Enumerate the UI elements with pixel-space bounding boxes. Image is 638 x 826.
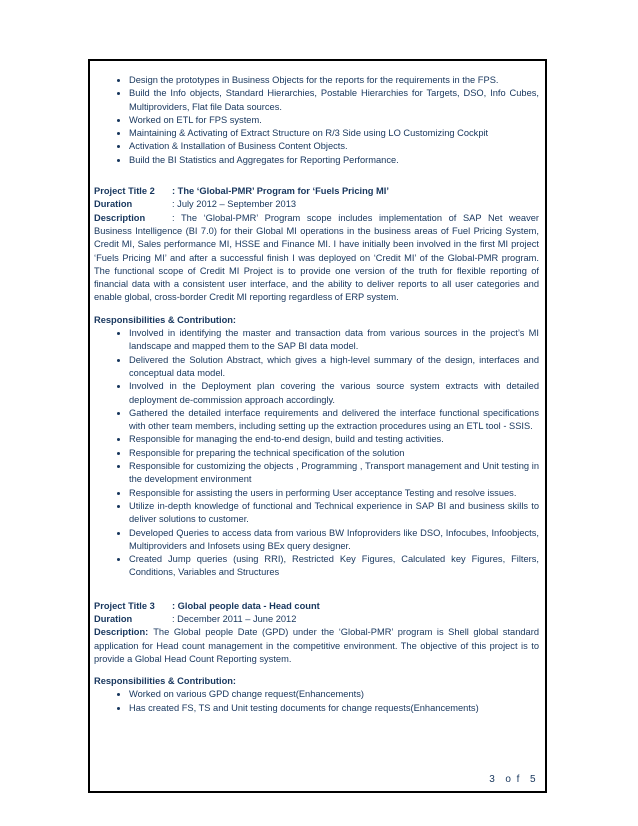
bullet-item: • Worked on various GPD change request(Enhancements) [129,688,539,701]
bullet-item: • Utilize in-depth knowledge of functional and Technical experience in SAP BI and business skills to deliver solutions to customer. [129,500,539,527]
project3-responsibilities-header: Responsibilities & Contribution: [94,676,237,687]
bullet-item: • Responsible for preparing the technical specification of the solution [129,447,539,460]
project3-description-label: Description: [94,627,149,638]
bullet-item: • Involved in identifying the master and transaction data from various sources in the project’s MI landscape and mapped them to the SAP BI data model. [129,327,539,354]
project2-description [94,212,539,305]
page-number-of: o f [505,774,521,785]
page-number [480,774,537,786]
project2-responsibilities-header: Responsibilities & Contribution: [94,314,237,325]
intro-bullet-list [94,74,539,167]
page-number-total: 5 [529,774,537,785]
bullet-item: • Responsible for assisting the users in performing User acceptance Testing and resolve issues. [129,487,539,500]
bullet-item: • Has created FS, TS and Unit testing documents for change requests(Enhancements) [129,702,539,715]
bullet-item: • Delivered the Solution Abstract, which gives a high-level summary of the design, interfaces and conceptual data model. [129,354,539,381]
project3-duration-label: Duration [94,613,133,624]
bullet-item: • Created Jump queries (using RRI), Restricted Key Figures, Calculated key Figures, Filters, Conditions, Variables and Structures [129,553,539,580]
bullet-item: • Involved in the Deployment plan covering the various source system extracts with detailed deployment de-commission approach accordingly. [129,380,539,407]
project2-duration-value: : July 2012 – September 2013 [172,199,297,210]
project3-title-label: Project Title 3 [94,600,155,611]
project2-responsibilities-list [94,327,539,580]
project2-title-label: Project Title 2 [94,186,155,197]
project2-duration-row [94,198,539,211]
bullet-item: • Responsible for managing the end-to-end design, build and testing activities. [129,433,539,446]
project3-responsibilities-list [94,688,539,715]
bullet-item: • Responsible for customizing the objects , Programming , Transport management and Unit testing in the development environment [129,460,539,487]
project3-duration-value: : December 2011 – June 2012 [172,613,297,624]
project3-description-value: The Global people Date (GPD) under the ‘Global-PMR’ program is Shell global standard application for Head count management in the competitive environment. The objective of this project is to provide a Global Head Count Reporting system. [94,627,539,664]
bullet-item: • Maintaining & Activating of Extract Structure on R/3 Side using LO Customizing Cockpit [129,127,539,140]
bullet-item: • Activation & Installation of Business Content Objects. [129,140,539,153]
bullet-item: • Build the Info objects, Standard Hierarchies, Postable Hierarchies for Targets, DSO, Info Cubes, Multiproviders, Flat file Data sources. [129,87,539,114]
project2-description-label: Description [94,212,146,223]
bullet-item: • Build the BI Statistics and Aggregates for Reporting Performance. [129,154,539,167]
project3-duration-row [94,613,539,626]
page-border-frame [88,59,547,793]
project2-duration-label: Duration [94,199,133,210]
bullet-item: • Developed Queries to access data from various BW Infoproviders like DSO, Infocubes, Infoobjects, Multiproviders and Infosets using BEx query designer. [129,527,539,554]
project2-title-value: : The ‘Global-PMR’ Program for ‘Fuels Pricing MI’ [172,186,389,197]
project3-title-row [94,600,539,613]
bullet-item: • Gathered the detailed interface requirements and delivered the interface functional specifications with other team members, including setting up the extraction procedures using an ETL tool - SSIS. [129,407,539,434]
project3-title-value: : Global people data - Head count [172,600,320,611]
project2-description-value: : The ‘Global-PMR’ Program scope includes implementation of SAP Net weaver Business Intelligence (BI 7.0) for their Global MI operations in the business areas of Fuel Pricing System, Credit MI, Sales performance MI, HSSE and Finance MI. I have initially been involved in the first MI project ‘Fuels Pricing MI’ and after a successful finish I was deployed on ‘Credit MI’ of the Global-PMR program. The functional scope of Credit MI Project is to provide one version of the truth for flexible reporting of financial data with a consistent user interface, and the ability to deliver reports to all user categories and enable global, cross-border Credit MI reporting regardless of ERP system. [94,212,539,303]
bullet-item: • Worked on ETL for FPS system. [129,114,539,127]
project3-description [94,626,539,666]
page-number-current: 3 [489,774,497,785]
project2-title-row [94,185,539,198]
bullet-item: • Design the prototypes in Business Objects for the reports for the requirements in the FPS. [129,74,539,87]
